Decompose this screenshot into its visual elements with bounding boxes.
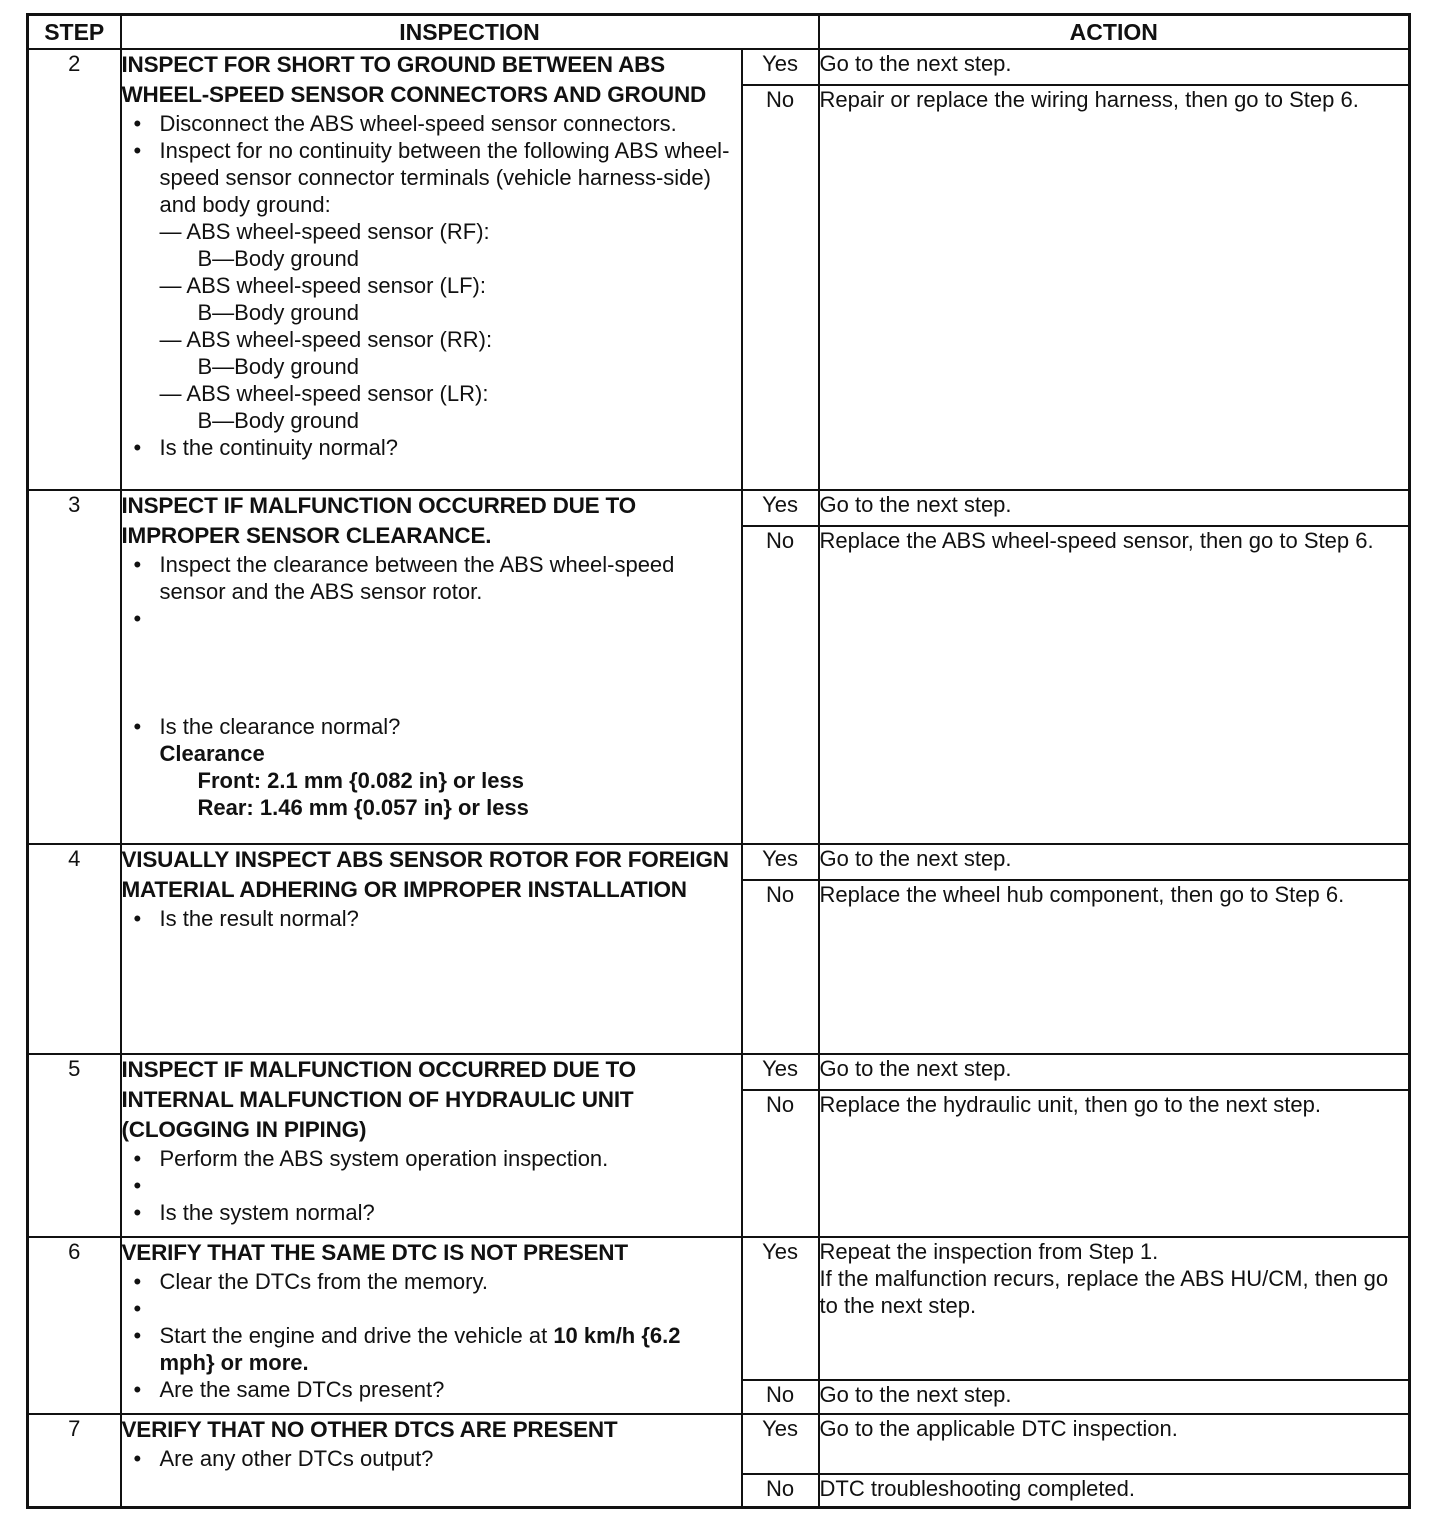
action-header: ACTION xyxy=(819,15,1410,50)
bullet-item: • Disconnect the ABS wheel-speed sensor connectors. xyxy=(160,110,741,137)
bullet-item: • Perform the ABS system operation inspection. xyxy=(160,1145,741,1172)
spec-front: Front: 2.1 mm {0.082 in} or less xyxy=(197,767,524,793)
yes-action: Go to the next step. xyxy=(819,49,1410,85)
inspection-title: INSPECT IF MALFUNCTION OCCURRED DUE TO IMPROPER SENSOR CLEARANCE. xyxy=(121,492,636,548)
yes-action: Go to the next step. xyxy=(819,1054,1410,1090)
step-row xyxy=(28,1054,1410,1090)
inspection-cell xyxy=(121,844,742,1054)
spacer xyxy=(160,1295,741,1322)
no-action: Replace the hydraulic unit, then go to the next step. xyxy=(819,1090,1410,1237)
bullet-text: Inspect for no continuity between the following ABS wheel-speed sensor connector terminals (vehicle harness-side) and body ground: xyxy=(159,138,730,217)
yes-label: Yes xyxy=(742,1414,819,1474)
spec-rear: Rear: 1.46 mm {0.057 in} or less xyxy=(197,794,529,820)
yes-label: Yes xyxy=(742,1054,819,1090)
yes-label: Yes xyxy=(742,490,819,526)
inspection-title: VISUALLY INSPECT ABS SENSOR ROTOR FOR FOREIGN MATERIAL ADHERING OR IMPROPER INSTALLATION xyxy=(121,846,729,902)
bullet-item: • Inspect the clearance between the ABS wheel-speed sensor and the ABS sensor rotor. xyxy=(160,551,741,605)
yes-action: Go to the next step. xyxy=(819,844,1410,880)
bullet-text: Start the engine and drive the vehicle at xyxy=(159,1322,554,1348)
yes-action-line: Repeat the inspection from Step 1. xyxy=(819,1238,1159,1264)
bullet-item xyxy=(160,1322,741,1376)
inspection-title: VERIFY THAT THE SAME DTC IS NOT PRESENT xyxy=(121,1239,628,1265)
no-label: No xyxy=(742,526,819,844)
bullet-item: • Is the result normal? xyxy=(160,905,741,932)
inspection-cell xyxy=(121,1414,742,1508)
step-number: 5 xyxy=(28,1054,121,1237)
step-row xyxy=(28,490,1410,526)
bullet-text: Is the clearance normal? xyxy=(159,713,401,739)
no-label: No xyxy=(742,1474,819,1508)
yes-action: Go to the next step. xyxy=(819,490,1410,526)
spacer xyxy=(160,1172,741,1199)
step-number: 3 xyxy=(28,490,121,844)
terminal-line: B—Body ground xyxy=(197,246,359,271)
header-row xyxy=(28,15,1410,50)
sensor-line: — ABS wheel-speed sensor (LF): xyxy=(159,273,486,298)
inspection-cell xyxy=(121,490,742,844)
no-action: Repair or replace the wiring harness, then go to Step 6. xyxy=(819,85,1410,490)
yes-action-line: If the malfunction recurs, replace the ABS HU/CM, then go to the next step. xyxy=(819,1265,1389,1318)
inspection-cell xyxy=(121,1237,742,1414)
bullet-item: • Are the same DTCs present? xyxy=(160,1376,741,1403)
no-action: Go to the next step. xyxy=(819,1380,1410,1414)
step-number: 7 xyxy=(28,1414,121,1508)
step-row xyxy=(28,1237,1410,1380)
yes-action xyxy=(819,1237,1410,1380)
inspection-title: VERIFY THAT NO OTHER DTCS ARE PRESENT xyxy=(121,1416,618,1442)
diagnostic-procedure-table xyxy=(26,13,1411,1509)
terminal-line: B—Body ground xyxy=(197,354,359,379)
spacer xyxy=(160,605,741,713)
step-row xyxy=(28,1414,1410,1474)
bullet-item: • Is the system normal? xyxy=(160,1199,741,1226)
no-action: Replace the ABS wheel-speed sensor, then go to Step 6. xyxy=(819,526,1410,844)
bullet-item xyxy=(160,137,741,434)
step-number: 6 xyxy=(28,1237,121,1414)
bullet-item: • Clear the DTCs from the memory. xyxy=(160,1268,741,1295)
step-row xyxy=(28,49,1410,85)
step-header: STEP xyxy=(28,15,121,50)
sensor-line: — ABS wheel-speed sensor (LR): xyxy=(159,381,489,406)
step-number: 4 xyxy=(28,844,121,1054)
no-label: No xyxy=(742,1090,819,1237)
spec-title: Clearance xyxy=(159,740,265,766)
inspection-cell xyxy=(121,1054,742,1237)
inspection-title: INSPECT FOR SHORT TO GROUND BETWEEN ABS WHEEL-SPEED SENSOR CONNECTORS AND GROUND xyxy=(121,52,707,107)
step-number: 2 xyxy=(28,49,121,490)
yes-label: Yes xyxy=(742,1237,819,1380)
yes-label: Yes xyxy=(742,49,819,85)
bullet-item: • Is the continuity normal? xyxy=(160,434,741,461)
inspection-header: INSPECTION xyxy=(121,15,819,50)
inspection-title: INSPECT IF MALFUNCTION OCCURRED DUE TO INTERNAL MALFUNCTION OF HYDRAULIC UNIT (CLOGGING IN PIPING) xyxy=(121,1056,636,1142)
no-label: No xyxy=(742,85,819,490)
no-action: DTC troubleshooting completed. xyxy=(819,1474,1410,1508)
sensor-line: — ABS wheel-speed sensor (RF): xyxy=(159,219,490,244)
no-label: No xyxy=(742,1380,819,1414)
terminal-line: B—Body ground xyxy=(197,408,359,433)
yes-label: Yes xyxy=(742,844,819,880)
speed-spec: 10 km/h {6.2 mph} or more. xyxy=(159,1322,681,1375)
step-row xyxy=(28,844,1410,880)
no-label: No xyxy=(742,880,819,1054)
inspection-cell xyxy=(121,49,742,490)
sensor-line: — ABS wheel-speed sensor (RR): xyxy=(159,327,493,352)
yes-action: Go to the applicable DTC inspection. xyxy=(819,1414,1410,1474)
bullet-item: • Are any other DTCs output? xyxy=(160,1445,741,1472)
terminal-line: B—Body ground xyxy=(197,300,359,325)
sensor-list xyxy=(160,218,741,434)
no-action: Replace the wheel hub component, then go to Step 6. xyxy=(819,880,1410,1054)
bullet-item xyxy=(160,713,741,821)
